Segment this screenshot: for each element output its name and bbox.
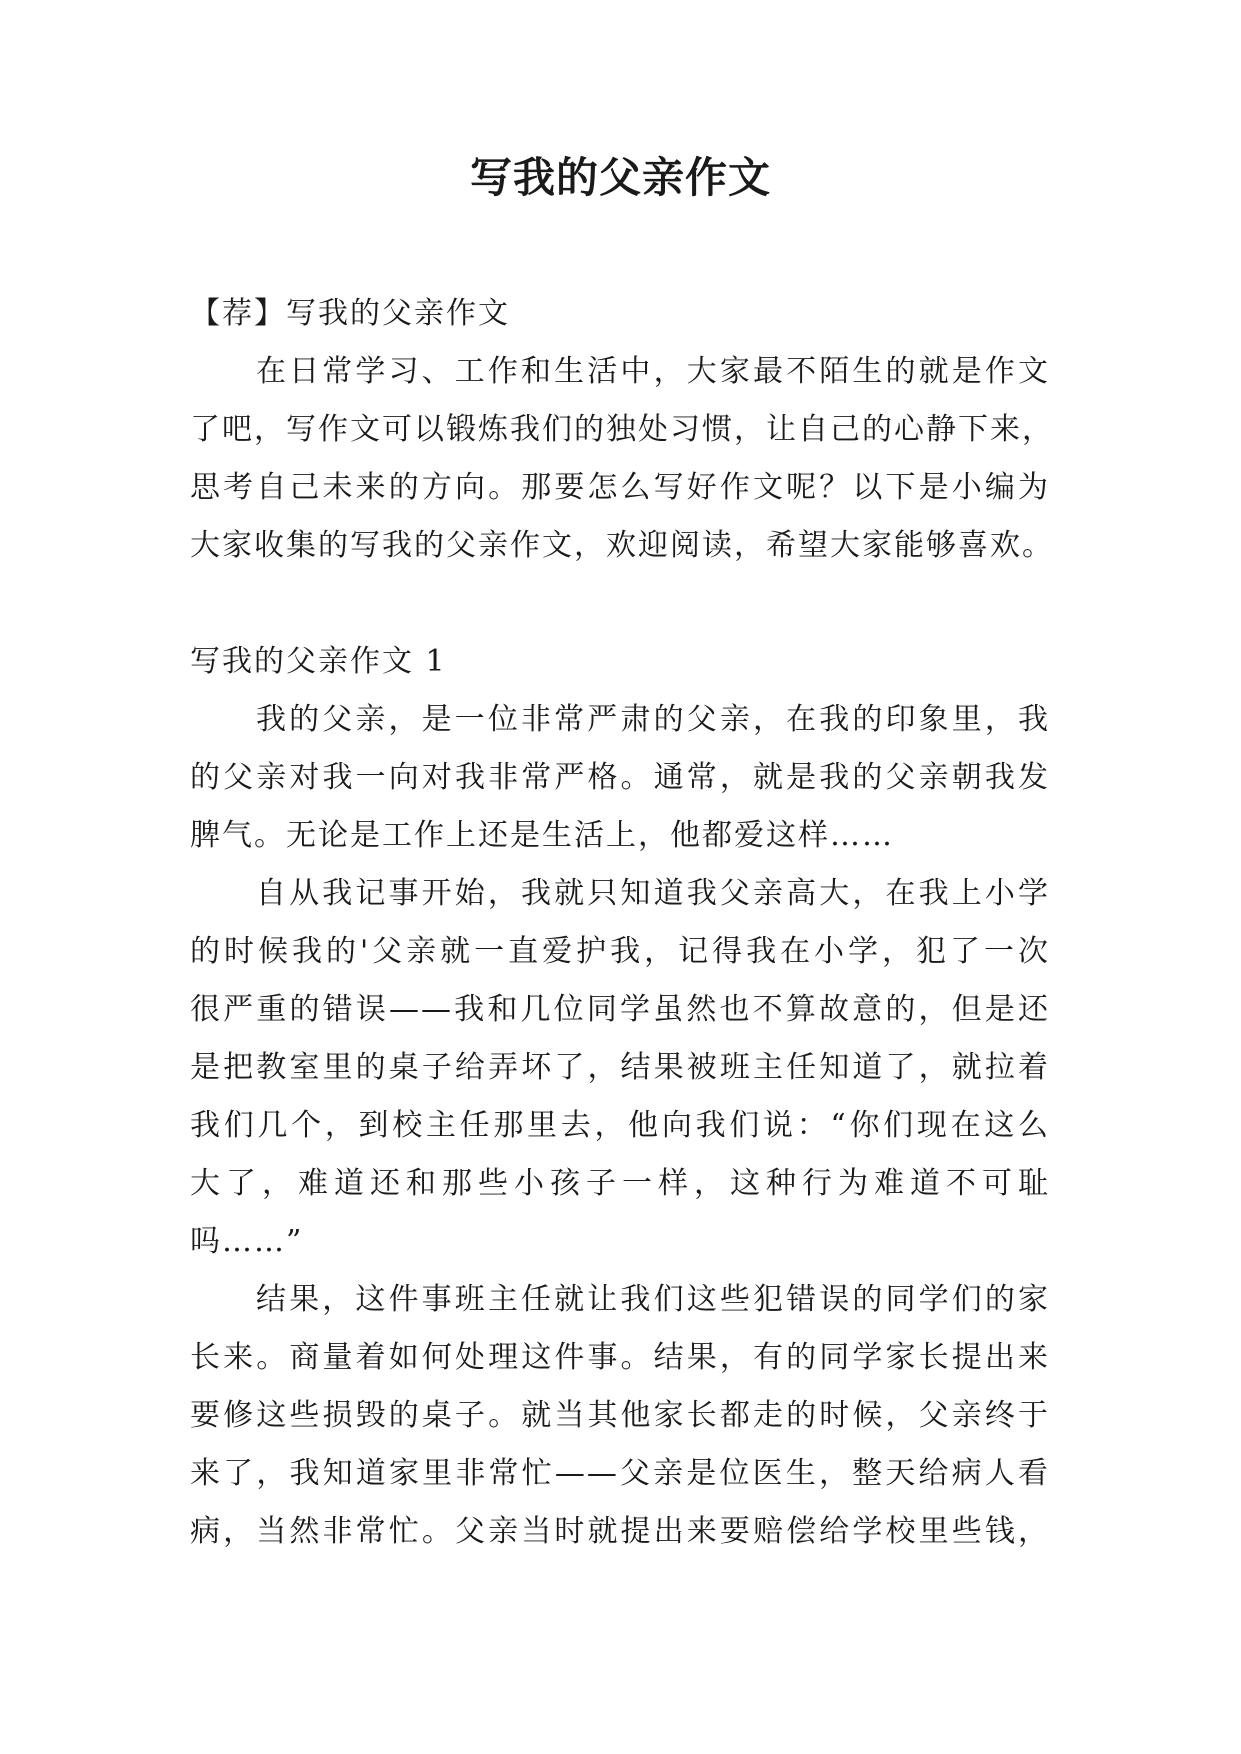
paragraph-line: 大家收集的写我的父亲作文，欢迎阅读，希望大家能够喜欢。: [190, 528, 1054, 563]
paragraph-line: 要修这些损毁的桌子。就当其他家长都走的时候，父亲终于: [190, 1398, 1050, 1433]
paragraph-line: 大了，难道还和那些小孩子一样，这种行为难道不可耻: [190, 1166, 1050, 1201]
paragraph-line: 的父亲对我一向对我非常严格。通常，就是我的父亲朝我发: [190, 760, 1050, 795]
paragraph-line: 思考自己未来的方向。那要怎么写好作文呢？以下是小编为: [190, 470, 1050, 505]
paragraph-3: [190, 1271, 1050, 1561]
paragraph-1: [190, 691, 1050, 865]
paragraph-line: 长来。商量着如何处理这件事。结果，有的同学家长提出来: [190, 1340, 1050, 1375]
paragraph-line: 脾气。无论是工作上还是生活上，他都爱这样……: [190, 818, 894, 853]
document-title: 写我的父亲作文: [469, 153, 771, 202]
intro-paragraph: [190, 343, 1054, 575]
paragraph-line: 来了，我知道家里非常忙——父亲是位医生，整天给病人看: [190, 1456, 1050, 1491]
paragraph-line: 病，当然非常忙。父亲当时就提出来要赔偿给学校里些钱，: [190, 1514, 1050, 1549]
paragraph-line: 很严重的错误——我和几位同学虽然也不算故意的，但是还: [190, 992, 1050, 1027]
paragraph-line: 在日常学习、工作和生活中，大家最不陌生的就是作文: [256, 354, 1050, 389]
paragraph-line: 的时候我的'父亲就一直爱护我，记得我在小学，犯了一次: [190, 934, 1050, 969]
paragraph-line: 结果，这件事班主任就让我们这些犯错误的同学们的家: [256, 1282, 1050, 1317]
spacer: [190, 575, 1050, 633]
intro-heading: 【荐】写我的父亲作文: [190, 296, 510, 331]
document-body: [190, 285, 1054, 1561]
paragraph-line: 我们几个，到校主任那里去，他向我们说：“你们现在这么: [190, 1108, 1050, 1143]
paragraph-line: 我的父亲，是一位非常严肃的父亲，在我的印象里，我: [256, 702, 1050, 737]
paragraph-2: [190, 865, 1050, 1271]
paragraph-line: 是把教室里的桌子给弄坏了，结果被班主任知道了，就拉着: [190, 1050, 1050, 1085]
paragraph-line: 自从我记事开始，我就只知道我父亲高大，在我上小学: [256, 876, 1050, 911]
paragraph-line: 吗……”: [190, 1224, 304, 1259]
section-heading: 写我的父亲作文 1: [190, 644, 447, 679]
paragraph-line: 了吧，写作文可以锻炼我们的独处习惯，让自己的心静下来，: [190, 412, 1054, 447]
